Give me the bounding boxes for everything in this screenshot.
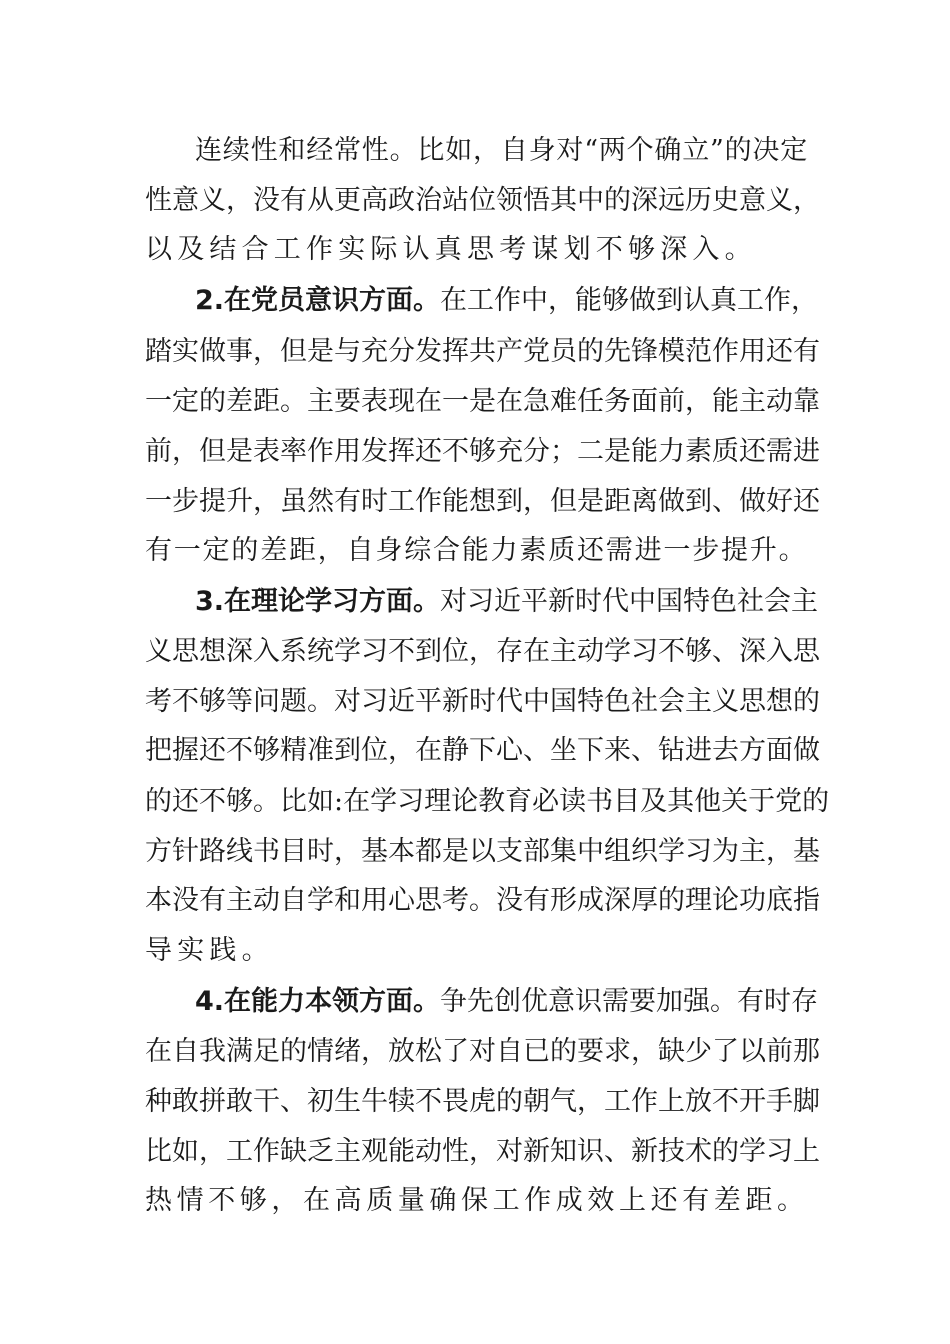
p3-line-7: 本没有主动自学和用心思考。没有形成深厚的理论功底指: [145, 885, 820, 916]
p1-line-3: 以及结合工作实际认真思考谋划不够深入。: [145, 234, 757, 265]
p4-heading: 4.在能力本领方面。: [195, 986, 441, 1017]
p3-line-2: 义思想深入系统学习不到位，存在主动学习不够、深入思: [145, 636, 820, 667]
p2-line-1: [195, 285, 818, 317]
p2-line-5: 一步提升，虽然有时工作能想到，但是距离做到、做好还: [145, 486, 820, 517]
p2-line-3: 一定的差距。主要表现在一是在急难任务面前，能主动靠: [145, 386, 820, 417]
p3-line-8: 导实践。: [145, 935, 274, 966]
p1-line-2: 性意义，没有从更高政治站位领悟其中的深远历史意义，: [145, 185, 820, 216]
p4-line-1: [195, 986, 818, 1018]
p4-line-2: 在自我满足的情绪，放松了对自已的要求，缺少了以前那: [145, 1036, 820, 1067]
p4-line-1-text: 争先创优意识需要加强。有时存: [440, 986, 819, 1017]
p3-heading: 3.在理论学习方面。: [195, 586, 441, 617]
p2-line-6: 有一定的差距，自身综合能力素质还需进一步提升。: [145, 535, 808, 566]
p2-line-1-text: 在工作中，能够做到认真工作，: [440, 285, 819, 316]
p4-line-4: 比如，工作缺乏主观能动性，对新知识、新技术的学习上: [145, 1136, 820, 1167]
p2-line-2: 踏实做事，但是与充分发挥共产党员的先锋模范作用还有: [145, 336, 820, 367]
p3-line-1-text: 对习近平新时代中国特色社会主: [440, 586, 819, 617]
p2-line-4: 前，但是表率作用发挥还不够充分；二是能力素质还需进: [145, 436, 820, 467]
p3-line-3: 考不够等问题。对习近平新时代中国特色社会主义思想的: [145, 686, 820, 717]
p3-line-1: [195, 586, 818, 618]
p2-heading: 2.在党员意识方面。: [195, 285, 441, 316]
p4-line-5: 热情不够，在高质量确保工作成效上还有差距。: [145, 1185, 809, 1216]
p3-line-4: 把握还不够精准到位，在静下心、坐下来、钻进去方面做: [145, 735, 820, 766]
p3-line-5: 的还不够。比如:在学习理论教育必读书目及其他关于党的: [145, 786, 830, 817]
p4-line-3: 种敢拼敢干、初生牛犊不畏虎的朝气，工作上放不开手脚: [145, 1086, 820, 1117]
p1-line-1: 连续性和经常性。比如，自身对“两个确立”的决定: [195, 135, 809, 166]
p3-line-6: 方针路线书目时，基本都是以支部集中组织学习为主，基: [145, 836, 820, 867]
